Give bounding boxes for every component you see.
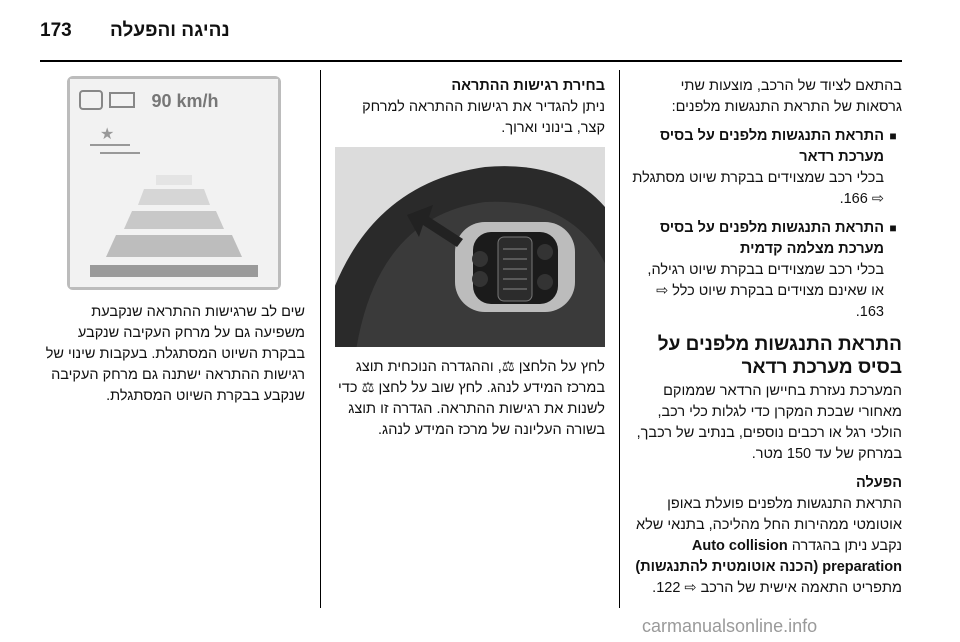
bullet-camera xyxy=(632,218,902,260)
activation-text-after: מתפריט התאמה אישית של הרכב ⇨ 122. xyxy=(652,580,902,596)
left-column xyxy=(42,76,305,415)
column-divider-left xyxy=(320,70,321,608)
radar-paragraph: המערכת נעזרת בחיישן הרדאר שממוקם מאחורי שבכת המקרן כדי לגלות כלי רכב, הולכי רגל או רכבים נוספים, בנתיב של רכבך, במרחק של עד 150 מטר. xyxy=(636,383,902,462)
activation-paragraph xyxy=(632,494,902,599)
instrument-display-image xyxy=(67,76,281,290)
chapter-title: נהיגה והפעלה xyxy=(110,20,230,41)
page-header xyxy=(0,0,960,60)
steering-wheel-illustration xyxy=(335,147,605,347)
bullet-radar xyxy=(632,126,902,168)
bullet-title: התראת התנגשות מלפנים על בסיס מערכת מצלמה קדמית xyxy=(659,220,884,257)
page-number: 173 xyxy=(40,20,72,41)
activation-text-before: התראת התנגשות מלפנים פועלת באופן אוטומטי ממהירות החל מהליכה, בתנאי שלא נקבע ניתן בהגדרה xyxy=(636,496,902,554)
bullet-body: בכלי רכב שמצוידים בבקרת שיוט מסתגלת ⇨ 166. xyxy=(632,170,884,207)
bullet-square-icon: ■ xyxy=(889,129,897,143)
activation-setting-name: Auto collision preparation (הכנה אוטומטית להתנגשות) xyxy=(635,538,902,575)
sensitivity-heading: בחירת רגישות ההתראה xyxy=(451,78,605,94)
intro-paragraph: בהתאם לצ‏יוד של הרכב, מוצעות שתי גרסאות של התראת התנגשות מלפנים: xyxy=(671,78,902,115)
bullet-title: התראת התנגשות מלפנים על בסיס מערכת רדאר xyxy=(659,128,884,165)
activation-heading: הפעלה xyxy=(855,475,902,491)
steering-wheel-image xyxy=(335,147,605,347)
bullet-body: בכלי רכב שמצוידים בבקרת שיוט רגילה, או שאינם מצוידים בבקרת שיוט כלל ⇨ 163. xyxy=(647,262,884,320)
right-column xyxy=(632,76,902,607)
header-rule xyxy=(40,60,902,62)
sensitivity-intro: ניתן להגדיר את רגישות ההתראה למרחק קצר, בינוני וארוך. xyxy=(362,99,605,136)
speed-readout: 90 km/h xyxy=(151,91,219,111)
bullet-square-icon: ■ xyxy=(889,221,897,235)
following-distance-paragraph: שים לב שרגישות ההתראה שנקבעת משפיעה גם על מרחק העקיבה שנקבע בבקרת השיוט המסתגלת. בעקבות שינוי של רגישות ההתראה ישתנה גם מרחק העקיבה שנקבע בבקרת השיוט המסתגלת. xyxy=(45,304,305,404)
middle-column xyxy=(333,76,605,449)
sensitivity-paragraph: לחץ על הלחצן ⚖, וההגדרה הנוכחית תוצג במרכז המידע לנהג. לחץ שוב על לחצן ⚖ כדי לשנות את רגישות ההתראה. הגדרה זו תוצג בשורה העליונה של מרכז המידע לנהג. xyxy=(338,359,605,438)
section-subhead: התראת התנגשות מלפנים על בסיס מערכת רדאר xyxy=(657,334,902,378)
svg-text:★: ★ xyxy=(99,124,114,143)
watermark-text: carmanualsonline.info xyxy=(642,616,818,636)
column-divider-right xyxy=(619,70,620,608)
